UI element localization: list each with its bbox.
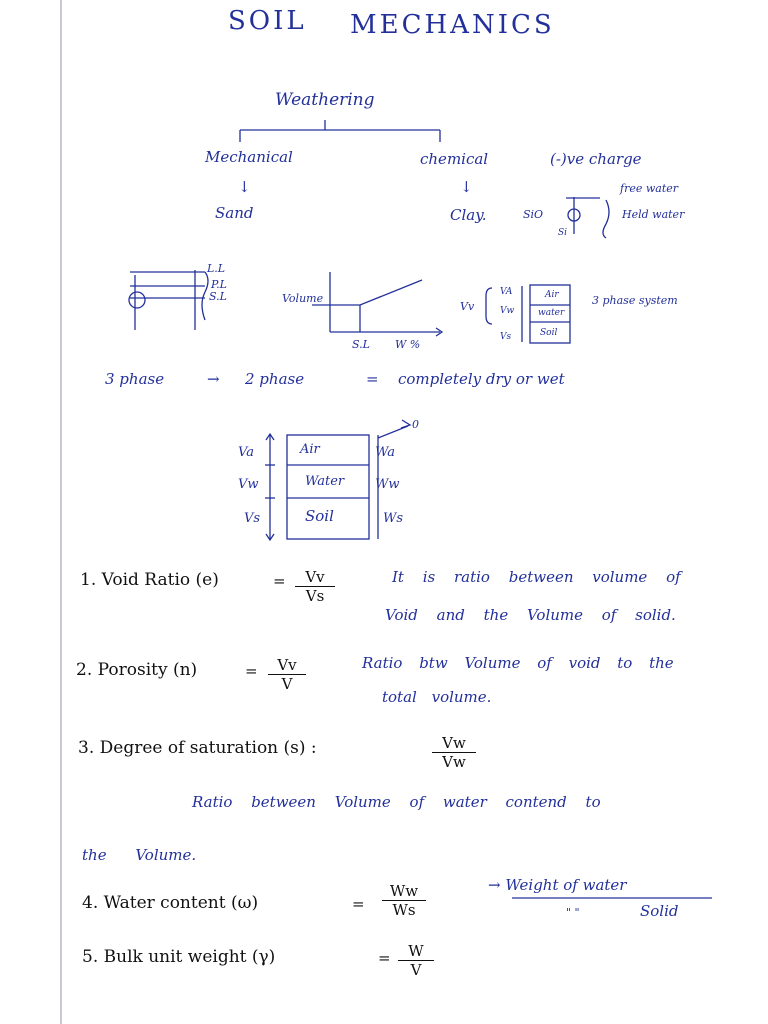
si-label: Si [558, 228, 568, 238]
big-vw-label: Vw [238, 477, 259, 492]
big-wa-label: Wa [375, 445, 395, 460]
porosity-denominator: V [281, 675, 293, 693]
phase-equals: = [366, 370, 379, 388]
void-ratio-equals: = [273, 572, 286, 590]
saturation-label: 3. Degree of saturation (s) : [78, 738, 317, 758]
small-vv-label: Vv [460, 300, 475, 313]
weight-of-solid-note: Solid [640, 902, 679, 920]
small-vs-label: Vs [500, 332, 512, 342]
small-water-label: water [538, 308, 565, 318]
saturation-denominator: Vw [442, 753, 466, 771]
completely-dry-or-wet: completely dry or wet [398, 370, 565, 388]
big-ws-label: Ws [383, 511, 404, 526]
arrow-to-clay: ↓ [460, 178, 473, 196]
porosity-desc-2: total volume. [382, 688, 492, 706]
water-content-fraction [382, 882, 426, 919]
small-va-label: VA [500, 287, 513, 297]
graph-volume-label: Volume [282, 292, 324, 305]
void-ratio-desc-2: Void and the Volume of solid. [385, 606, 676, 624]
limits-brace [202, 272, 208, 320]
void-ratio-fraction [295, 568, 335, 605]
water-content-equals: = [352, 895, 365, 913]
negative-charge-label: (-)ve charge [550, 150, 642, 168]
small-air-label: Air [545, 290, 559, 300]
small-vv-brace [486, 288, 492, 324]
three-phase-text: 3 phase [105, 370, 165, 388]
small-vw-label: Vw [500, 306, 515, 316]
clay-particle [568, 209, 580, 221]
graph-curve [312, 280, 422, 305]
chemical-label: chemical [420, 150, 489, 168]
big-air-weight-arrow [378, 426, 408, 438]
held-water-label: Held water [622, 208, 685, 221]
bulk-weight-fraction [398, 942, 434, 979]
big-soil-label: Soil [305, 507, 334, 525]
title-mechanics: MECHANICS [350, 10, 555, 40]
arrow-to-sand: ↓ [238, 178, 251, 196]
weight-of-water-note: → Weight of water [488, 876, 627, 894]
graph-sl-label: S.L [352, 338, 370, 351]
plastic-limit-label: P.L [211, 278, 227, 291]
graph-w-label: W % [395, 338, 421, 351]
void-ratio-denominator: Vs [305, 587, 325, 605]
sio-label: SiO [523, 208, 544, 221]
big-left-arrow-top [266, 434, 274, 440]
void-ratio-label: 1. Void Ratio (e) [80, 570, 219, 590]
weathering-heading: Weathering [275, 90, 375, 110]
big-zero-label: 0 [412, 418, 419, 431]
big-ww-label: Ww [375, 477, 400, 492]
small-soil-label: Soil [540, 328, 558, 338]
void-ratio-desc-1: It is ratio between volume of [392, 568, 681, 586]
sand-label: Sand [215, 204, 254, 222]
porosity-numerator: Vv [268, 656, 306, 675]
porosity-fraction [268, 656, 306, 693]
saturation-desc-1: Ratio between Volume of water contend to [192, 793, 601, 811]
clay-label: Clay. [450, 206, 487, 224]
water-content-numerator: Ww [382, 882, 426, 901]
bulk-weight-denominator: V [410, 961, 422, 979]
soil-sample-circle [129, 292, 145, 308]
big-va-label: Va [238, 445, 254, 460]
bulk-weight-label: 5. Bulk unit weight (γ) [82, 947, 276, 967]
water-content-denominator: Ws [392, 901, 416, 919]
saturation-fraction [432, 734, 476, 771]
phase-arrow: → [207, 370, 220, 388]
shrinkage-limit-label: S.L [209, 290, 227, 303]
big-water-label: Water [305, 474, 345, 489]
saturation-numerator: Vw [432, 734, 476, 753]
graph-x-arrow [436, 328, 442, 336]
two-phase-text: 2 phase [245, 370, 305, 388]
title-soil: SOIL [228, 6, 307, 36]
bulk-weight-numerator: W [398, 942, 434, 961]
liquid-limit-label: L.L [207, 262, 226, 275]
big-air-arrowhead [401, 420, 410, 428]
big-vs-label: Vs [244, 511, 261, 526]
bulk-weight-equals: = [378, 949, 391, 967]
big-left-arrow-bottom [266, 534, 274, 540]
big-air-label: Air [300, 442, 320, 457]
mechanical-label: Mechanical [205, 148, 293, 166]
three-phase-system-label: 3 phase system [592, 294, 678, 307]
held-water-brace [603, 200, 609, 238]
ditto-marks: " " [566, 906, 580, 919]
water-content-label: 4. Water content (ω) [82, 893, 259, 913]
void-ratio-numerator: Vv [295, 568, 335, 587]
page-margin-line [60, 0, 62, 1024]
porosity-desc-1: Ratio btw Volume of void to the [362, 654, 674, 672]
free-water-label: free water [620, 182, 679, 195]
saturation-desc-2: the Volume. [82, 846, 197, 864]
porosity-label: 2. Porosity (n) [76, 660, 198, 680]
porosity-equals: = [245, 662, 258, 680]
